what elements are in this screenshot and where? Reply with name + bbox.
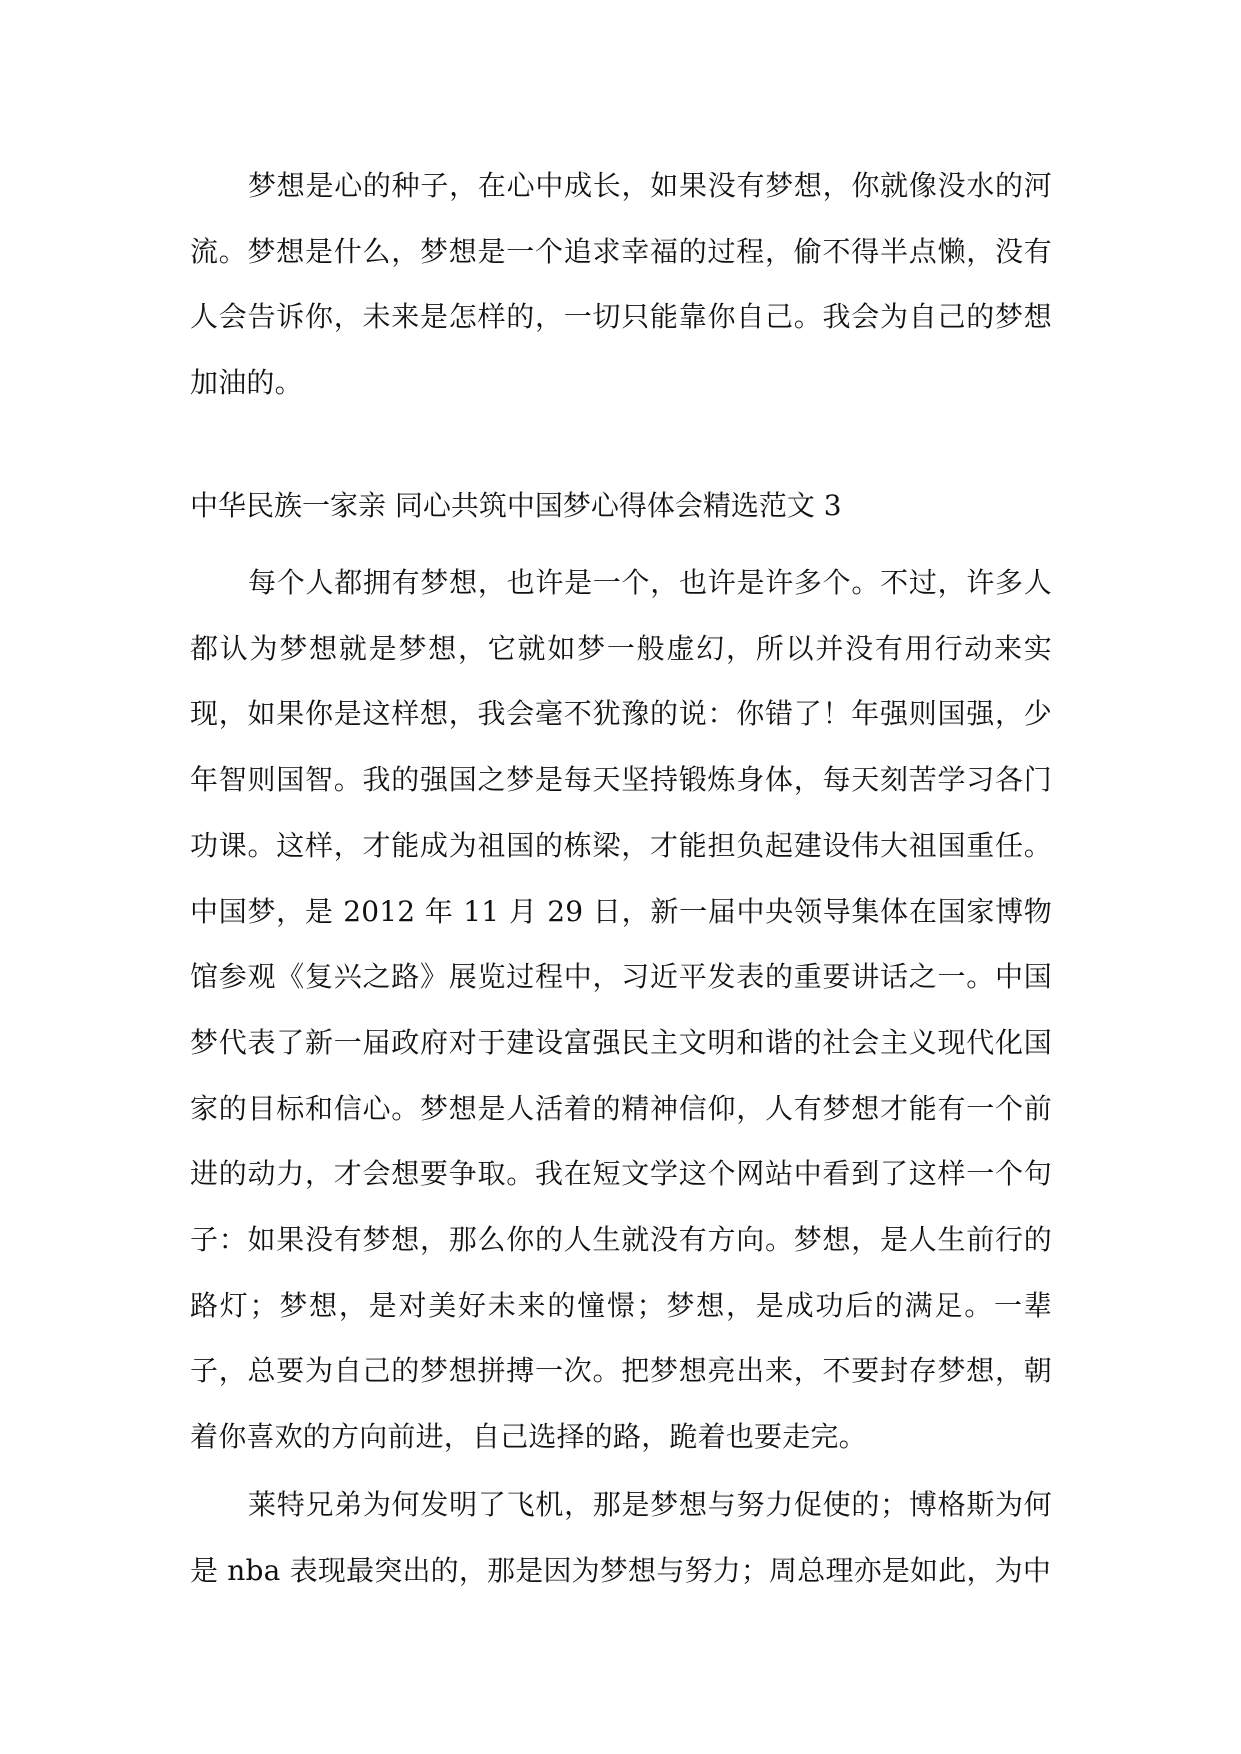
section-heading: 中华民族一家亲 同心共筑中国梦心得体会精选范文 3	[190, 489, 842, 522]
paragraph-1: 梦想是心的种子，在心中成长，如果没有梦想，你就像没水的河流。梦想是什么，梦想是一个追求幸福的过程，偷不得半点懒，没有人会告诉你，未来是怎样的，一切只能靠你自己。我会为自己的梦想加油的。	[190, 169, 1052, 400]
paragraph-2: 每个人都拥有梦想，也许是一个，也许是许多个。不过，许多人都认为梦想就是梦想，它就如梦一般虚幻，所以并没有用行动来实现，如果你是这样想，我会毫不犹豫的说：你错了！年强则国强，少年智则国智。我的强国之梦是每天坚持锻炼身体，每天刻苦学习各门功课。这样，才能成为祖国的栋梁，才能担负起建设伟大祖国重任。中国梦，是 2012 年 11 月 29 日，新一届中央领导集体在国家博物馆参观《复兴之路》展览过程中，习近平发表的重要讲话之一。中国梦代表了新一届政府对于建设富强民主文明和谐的社会主义现代化国家的目标和信心。梦想是人活着的精神信仰，人有梦想才能有一个前进的动力，才会想要争取。我在短文学这个网站中看到了这样一个句子：如果没有梦想，那么你的人生就没有方向。梦想，是人生前行的路灯；梦想，是对美好未来的憧憬；梦想，是成功后的满足。一辈子，总要为自己的梦想拼搏一次。把梦想亮出来，不要封存梦想，朝着你喜欢的方向前进，自己选择的路，跪着也要走完。	[190, 566, 1052, 1454]
paragraph-3: 莱特兄弟为何发明了飞机，那是梦想与努力促使的；博格斯为何是 nba 表现最突出的，那是因为梦想与努力；周总理亦是如此，为中	[190, 1488, 1052, 1587]
